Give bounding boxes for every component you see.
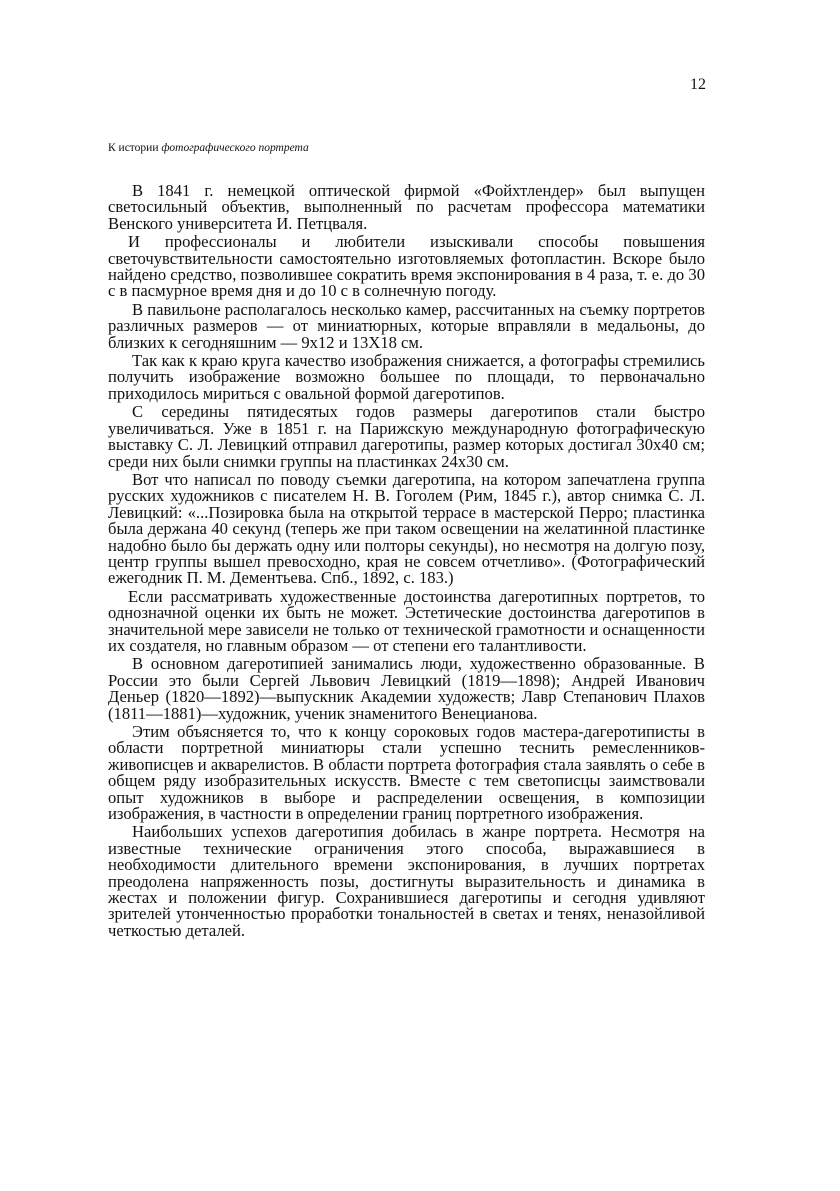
paragraph-oval-form: Так как к краю круга качество изображения снижается, а фотографы стремились получить изображение возможно большее по площади, то первоначально приходилось мириться с овальной формой дагеротипов. [108, 351, 705, 403]
paragraph-sizes: С середины пятидесятых годов размеры дагеротипов стали быстро увеличиваться. Уже в 1851 г. на Парижскую международную фотографическую выставку С. Л. Левицкий отправил дагеротипы, размер которых достигал 30х40 см; среди них были снимки группы на пластинках 24х30 см. [108, 402, 705, 471]
paragraph-portrait-success: Наибольших успехов дагеротипия добилась в жанре портрета. Несмотря на известные технические ограничения этого способа, выражавшиеся в необходимости длительного времени экспонирования, в лучших портретах преодолена напряженность позы, достигнуты выразительность и динамика в жестах и положении фигур. Сохранившиеся дагеротипы и сегодня удивляют зрителей утонченностью проработки тональностей в светах и тенях, неназойливой четкостью деталей. [108, 822, 705, 940]
paragraph-sensitivity: И профессионалы и любители изыскивали способы повышения светочувствительности самостоятельно изготовляемых фотопластин. Вскоре было найдено средство, позволившее сократить время экспонирования в 4 раза, т. е. до 30 с в пасмурное время дня и до 10 с в солнечную погоду. [108, 232, 705, 301]
running-head [108, 141, 309, 155]
running-head-italic: фотографического портрета [161, 142, 309, 154]
paragraph-pavilion: В павильоне располагалось несколько камер, рассчитанных на съемку портретов различных размеров — от миниатюрных, которые вправляли в медальоны, до близких к сегодняшним — 9х12 и 13Х18 см. [108, 299, 705, 352]
page-number: 12 [690, 76, 706, 93]
running-head-plain: К истории [108, 142, 162, 154]
paragraph-miniature: Этим объясняется то, что к концу сороковых годов мастера-дагеротиписты в области портретной миниатюры стали успешно теснить ремесленников-живописцев и акварелистов. В области портрета фотография стала заявлять о себе в общем ряду изобразительных искусств. Вместе с тем светописцы заимствовали опыт художников в выборе и распределении освещения, в композиции изображения, в частности в определении границ портретного изображения. [108, 722, 705, 824]
paragraph-artistic-merit: Если рассматривать художественные достоинства дагеротипных портретов, то однозначной оценки их быть не может. Эстетические достоинства дагеротипов в значительной мере зависели не только от технической грамотности и оснащенности их создателя, но главным образом — от степени его талантливости. [108, 586, 705, 655]
article-body [108, 183, 705, 941]
paragraph-lens: В 1841 г. немецкой оптической фирмой «Фойхтлендер» был выпущен светосильный объектив, выполненный по расчетам профессора математики Венского университета И. Петцваля. [108, 181, 705, 233]
paragraph-gogol-quote: Вот что написал по поводу съемки дагеротипа, на котором запечатлена группа русских художников с писателем Н. В. Гоголем (Рим, 1845 г.), автор снимка С. Л. Левицкий: «...Позировка была на открытой террасе в мастерской Перро; пластинка была держана 40 секунд (теперь же при таком освещении на желатинной пластинке надобно было бы держать одну или полторы секунды), но несмотря на долгую позу, центр группы вышел превосходно, края не совсем отчетливо». (Фотографический ежегодник П. М. Дементьева. Спб., 1892, с. 183.) [108, 469, 705, 588]
paragraph-practitioners: В основном дагеротипией занимались люди, художественно образованные. В России это были Сергей Львович Левицкий (1819—1898); Андрей Иванович Деньер (1820—1892)—выпускник Академии художеств; Лавр Степанович Плахов (1811—1881)—художник, ученик знаменитого Венецианова. [108, 654, 705, 723]
